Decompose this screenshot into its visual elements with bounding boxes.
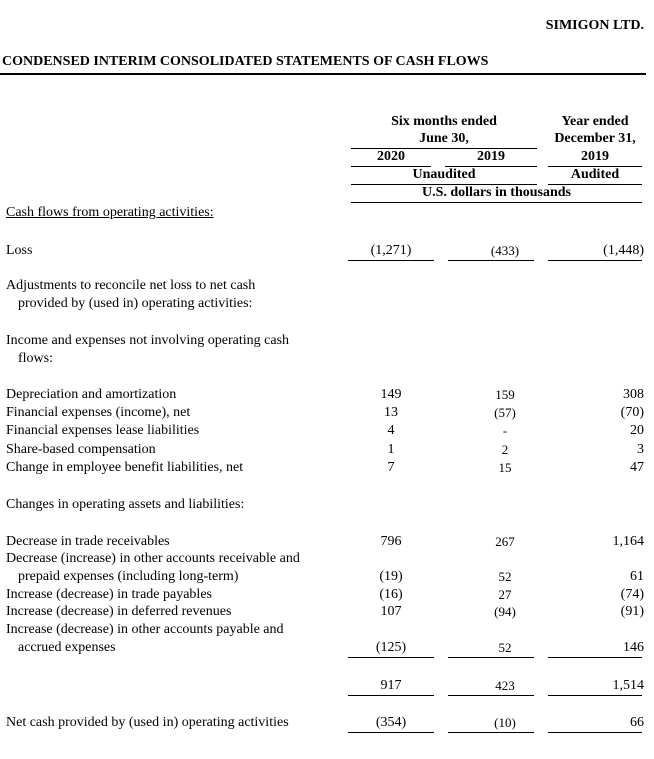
financial-expenses-2020: 13 (384, 405, 398, 420)
share-based-2020: 1 (387, 442, 395, 457)
year-ended-header-line1: Year ended (561, 114, 629, 129)
trade-payables-2020: (16) (379, 587, 403, 602)
changes-rule-2020 (348, 657, 434, 658)
net-cash-year: 66 (630, 715, 644, 730)
section-operating-heading: Cash flows from operating activities: (6, 205, 214, 220)
loss-year: (1,448) (603, 243, 644, 258)
col-header-2019-a: 2019 (477, 149, 505, 164)
statement-title: CONDENSED INTERIM CONSOLIDATED STATEMENTS OF CASH FLOWS (2, 54, 489, 69)
col-header-2020: 2020 (377, 149, 405, 164)
depreciation-label: Depreciation and amortization (6, 387, 177, 402)
net-cash-2020: (354) (375, 715, 407, 730)
trade-receivables-label: Decrease in trade receivables (6, 534, 170, 549)
trade-payables-2019: 27 (498, 587, 512, 602)
six-months-header-line1: Six months ended (391, 114, 497, 129)
other-receivables-2020: (19) (379, 569, 403, 584)
subtotal-2020: 917 (380, 678, 402, 693)
other-receivables-2019: 52 (498, 569, 512, 584)
net-cash-label: Net cash provided by (used in) operating activities (6, 715, 289, 730)
loss-2019: (433) (490, 243, 520, 258)
trade-receivables-2020: 796 (380, 534, 402, 549)
lease-liabilities-year: 20 (630, 423, 644, 438)
lease-liabilities-2019: - (502, 423, 508, 438)
company-name: SIMIGON LTD. (545, 18, 644, 33)
loss-2020: (1,271) (370, 243, 412, 258)
year-ended-header-line2: December 31, (554, 131, 636, 146)
depreciation-year: 308 (623, 387, 644, 402)
title-rule (0, 73, 646, 75)
non-cash-line1: Income and expenses not involving operating cash (6, 333, 290, 348)
share-based-label: Share-based compensation (6, 442, 156, 457)
deferred-revenues-year: (91) (620, 604, 644, 619)
employee-benefit-label: Change in employee benefit liabilities, net (6, 460, 244, 475)
subtotal-2019: 423 (495, 678, 515, 693)
deferred-revenues-2020: 107 (380, 604, 402, 619)
employee-benefit-2019: 15 (498, 460, 512, 475)
lease-liabilities-label: Financial expenses lease liabilities (6, 423, 200, 438)
lease-liabilities-2020: 4 (387, 423, 395, 438)
subtotal-rule-2019 (448, 695, 534, 696)
employee-benefit-2020: 7 (387, 460, 395, 475)
subtotal-rule-year (548, 695, 642, 696)
subtotal-year: 1,514 (612, 678, 644, 693)
changes-rule-2019 (448, 657, 534, 658)
changes-rule-year (548, 657, 642, 658)
trade-payables-year: (74) (620, 587, 644, 602)
other-payables-year: 146 (623, 640, 644, 655)
six-months-header-line2: June 30, (419, 131, 469, 146)
unaudited-label: Unaudited (412, 167, 476, 182)
financial-expenses-label: Financial expenses (income), net (6, 405, 191, 420)
other-payables-line2: accrued expenses (18, 640, 116, 655)
share-based-year: 3 (637, 442, 644, 457)
other-payables-2020: (125) (375, 640, 407, 655)
adjustments-line1: Adjustments to reconcile net loss to net cash (6, 278, 256, 293)
loss-rule-year (548, 260, 642, 261)
share-based-2019: 2 (501, 442, 509, 457)
financial-expenses-year: (70) (620, 405, 644, 420)
units-rule (351, 202, 642, 203)
net-cash-rule-2019 (448, 732, 534, 733)
deferred-revenues-label: Increase (decrease) in deferred revenues (6, 604, 232, 619)
other-payables-line1: Increase (decrease) in other accounts payable and (6, 622, 284, 637)
net-cash-rule-2020 (348, 732, 434, 733)
deferred-revenues-2019: (94) (494, 604, 516, 619)
employee-benefit-year: 47 (630, 460, 644, 475)
loss-label: Loss (6, 243, 33, 258)
net-cash-rule-year (548, 732, 642, 733)
col-header-2019-b: 2019 (581, 149, 609, 164)
trade-payables-label: Increase (decrease) in trade payables (6, 587, 212, 602)
trade-receivables-year: 1,164 (612, 534, 644, 549)
audited-label: Audited (570, 167, 620, 182)
depreciation-2019: 159 (495, 387, 515, 402)
subtotal-rule-2020 (348, 695, 434, 696)
other-receivables-line1: Decrease (increase) in other accounts receivable and (6, 551, 300, 566)
non-cash-line2: flows: (18, 351, 53, 366)
other-payables-2019: 52 (498, 640, 512, 655)
financial-expenses-2019: (57) (494, 405, 516, 420)
adjustments-line2: provided by (used in) operating activities: (18, 296, 253, 311)
other-receivables-line2: prepaid expenses (including long-term) (18, 569, 239, 584)
loss-rule-2019 (448, 260, 534, 261)
net-cash-2019: (10) (494, 715, 516, 730)
trade-receivables-2019: 267 (495, 534, 515, 549)
units-label: U.S. dollars in thousands (421, 185, 571, 200)
loss-rule-2020 (348, 260, 434, 261)
other-receivables-year: 61 (630, 569, 644, 584)
changes-heading: Changes in operating assets and liabilities: (6, 497, 245, 512)
depreciation-2020: 149 (380, 387, 402, 402)
